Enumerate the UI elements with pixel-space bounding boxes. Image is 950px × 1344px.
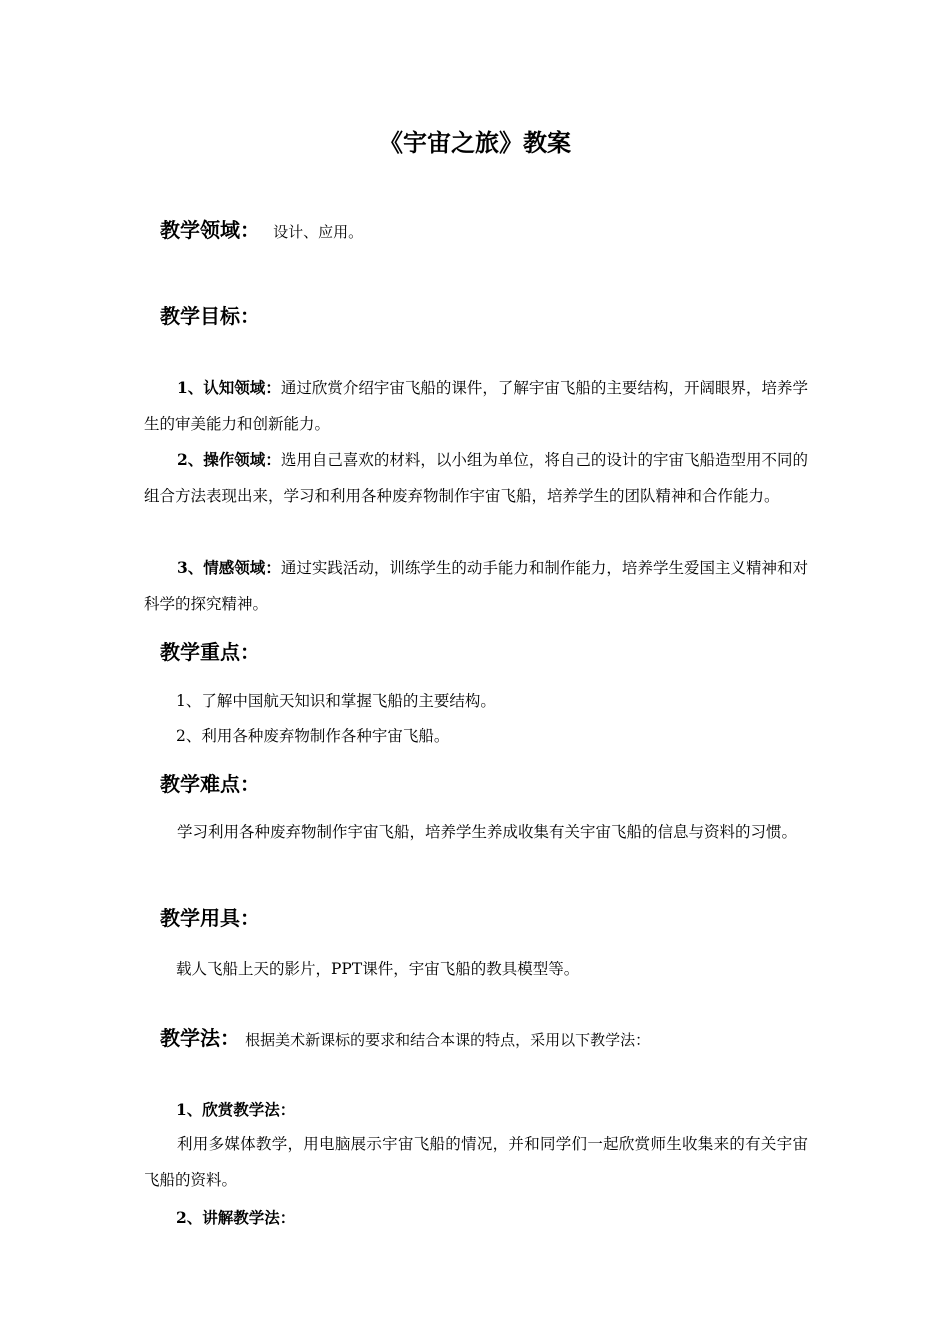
objective-item <box>144 442 808 514</box>
tools-text: 载人飞船上天的影片，PPT课件，宇宙飞船的教具模型等。 <box>176 960 580 978</box>
objectives-heading: 教学目标： <box>160 304 260 328</box>
objective-text: 通过实践活动，训练学生的动手能力和制作能力，培养学生爱国主义精神和对科学的探究精神。 <box>144 559 808 613</box>
methods-label: 教学法： <box>160 1026 240 1050</box>
teaching-domain-value: 设计、应用。 <box>273 223 364 241</box>
page-title: 《宇宙之旅》教案 <box>379 128 571 157</box>
method-title: 1、欣赏教学法： <box>176 1100 296 1119</box>
objective-label: 3、情感领域： <box>177 558 281 577</box>
objective-item <box>144 550 808 622</box>
objective-item <box>144 370 808 442</box>
method-title: 2、讲解教学法： <box>176 1208 296 1227</box>
objective-label: 1、认知领域： <box>177 378 281 397</box>
objective-label: 2、操作领域： <box>177 450 281 469</box>
methods-row <box>160 1024 650 1054</box>
objective-text: 选用自己喜欢的材料，以小组为单位，将自己的设计的宇宙飞船造型用不同的组合方法表现出来，学习和利用各种废弃物制作宇宙飞船，培养学生的团队精神和合作能力。 <box>144 451 808 505</box>
teaching-domain-label: 教学领域： <box>160 218 260 242</box>
difficulties-heading: 教学难点： <box>160 772 260 796</box>
difficulties-text: 学习利用各种废弃物制作宇宙飞船，培养学生养成收集有关宇宙飞船的信息与资料的习惯。 <box>177 823 798 841</box>
key-point-item: 1、了解中国航天知识和掌握飞船的主要结构。 <box>176 692 496 710</box>
teaching-domain-row <box>160 216 363 246</box>
objective-text: 通过欣赏介绍宇宙飞船的课件，了解宇宙飞船的主要结构，开阔眼界，培养学生的审美能力和创新能力。 <box>144 379 808 433</box>
key-points-heading: 教学重点： <box>160 640 260 664</box>
key-point-item: 2、利用各种废弃物制作各种宇宙飞船。 <box>176 727 450 745</box>
methods-intro: 根据美术新课标的要求和结合本课的特点，采用以下教学法： <box>245 1031 651 1049</box>
tools-heading: 教学用具： <box>160 906 260 930</box>
method-text: 利用多媒体教学，用电脑展示宇宙飞船的情况，并和同学们一起欣赏师生收集来的有关宇宙飞船的资料。 <box>144 1135 808 1189</box>
